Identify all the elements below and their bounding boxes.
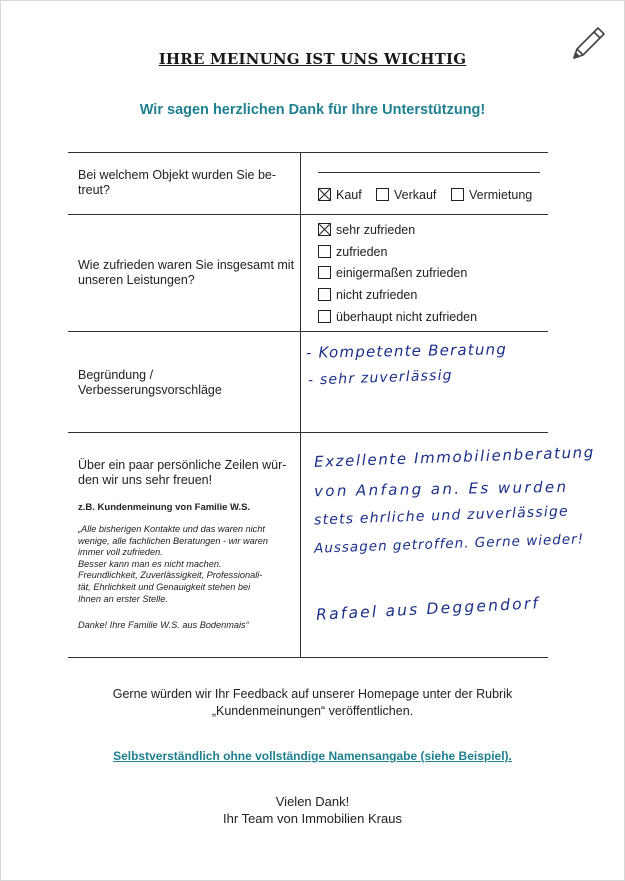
example-line: tät, Ehrlichkeit und Genauigkeit stehen bei [78, 581, 251, 592]
example-line: Freundlichkeit, Zuverlässigkeit, Professionali- [78, 570, 263, 581]
object-question-line2: treut? [78, 183, 110, 197]
object-question-line1: Bei welchem Objekt wurden Sie be- [78, 168, 277, 182]
table-line-bottom [68, 657, 548, 658]
footer-info-line2: „Kundenmeinungen“ veröffentlichen. [211, 704, 414, 718]
example-line: Ihnen an erster Stelle. [78, 593, 168, 604]
option-verkauf-label: Verkauf [394, 188, 437, 202]
reason-handwritten-line2[interactable]: - sehr zuverlässig [307, 367, 454, 389]
checkbox-verkauf[interactable] [376, 188, 389, 201]
object-question [78, 168, 276, 198]
option-nicht-zufrieden[interactable] [318, 288, 417, 302]
checkbox-vermietung[interactable] [451, 188, 464, 201]
option-ueberhaupt-nicht-zufrieden[interactable] [318, 310, 477, 324]
example-quote [78, 524, 298, 605]
checkbox-sehr-zufrieden[interactable] [318, 223, 331, 236]
personal-label-line1: Über ein paar persönliche Zeilen wür- [78, 458, 287, 472]
option-vermietung[interactable] [451, 188, 532, 202]
example-line: wenige, alle fachlichen Beratungen - wir waren [78, 535, 268, 546]
example-heading: z.B. Kundenmeinung von Familie W.S. [78, 502, 251, 513]
personal-handwritten-signature[interactable]: Rafael aus Deggendorf [315, 594, 541, 624]
checkbox-nicht-zufrieden[interactable] [318, 288, 331, 301]
checkbox-einigermassen-zufrieden[interactable] [318, 266, 331, 279]
footer-note: Selbstverständlich ohne vollständige Namensangabe (siehe Beispiel). [113, 749, 512, 763]
option-sehr-zufrieden[interactable] [318, 223, 415, 237]
footer-info [0, 686, 625, 720]
option-einigermassen-zufrieden-label: einigermaßen zufrieden [336, 266, 468, 280]
option-zufrieden[interactable] [318, 245, 387, 259]
object-answer-line[interactable] [318, 172, 540, 173]
footer-closing [0, 793, 625, 827]
example-signature: Danke! Ihre Familie W.S. aus Bodenmais“ [78, 620, 249, 630]
checkbox-ueberhaupt-nicht-zufrieden[interactable] [318, 310, 331, 323]
reason-label-line2: Verbesserungsvorschläge [78, 383, 222, 397]
option-einigermassen-zufrieden[interactable] [318, 266, 467, 280]
option-kauf[interactable] [318, 188, 362, 202]
personal-handwritten-line3[interactable]: stets ehrliche und zuverlässige [313, 503, 570, 529]
satisfaction-question-line1: Wie zufrieden waren Sie insgesamt mit [78, 258, 295, 272]
satisfaction-question-line2: unseren Leistungen? [78, 273, 195, 287]
reason-label-line1: Begründung / [78, 368, 154, 382]
footer-thanks: Vielen Dank! [275, 794, 350, 809]
option-vermietung-label: Vermietung [469, 188, 533, 202]
table-line-row3 [68, 432, 548, 433]
option-verkauf[interactable] [376, 188, 436, 202]
page-subtitle: Wir sagen herzlichen Dank für Ihre Unterstützung! [139, 102, 486, 118]
checkbox-kauf[interactable] [318, 188, 331, 201]
page-title: IHRE MEINUNG IST UNS WICHTIG [158, 50, 467, 68]
personal-handwritten-line4[interactable]: Aussagen getroffen. Gerne wieder! [313, 531, 585, 557]
option-kauf-label: Kauf [336, 188, 362, 202]
personal-label-line2: den wir uns sehr freuen! [78, 473, 213, 487]
personal-label [78, 458, 286, 488]
personal-handwritten-line1[interactable]: Exzellente Immobilienberatung [313, 443, 596, 471]
footer-info-line1: Gerne würden wir Ihr Feedback auf unserer Homepage unter der Rubrik [112, 687, 513, 701]
option-sehr-zufrieden-label: sehr zufrieden [336, 223, 416, 237]
reason-handwritten-line1[interactable]: - Kompetente Beratung [305, 340, 508, 362]
table-divider [300, 152, 301, 657]
personal-handwritten-line2[interactable]: von Anfang an. Es wurden [313, 477, 569, 501]
option-ueberhaupt-nicht-zufrieden-label: überhaupt nicht zufrieden [336, 310, 478, 324]
example-line: „Alle bisherigen Kontakte und das waren nicht [78, 524, 265, 534]
satisfaction-question [78, 258, 294, 288]
table-line-row2 [68, 331, 548, 332]
option-zufrieden-label: zufrieden [336, 245, 388, 259]
example-line: Besser kann man es nicht machen. [78, 558, 222, 569]
table-line-top [68, 152, 548, 153]
reason-label [78, 368, 222, 398]
option-nicht-zufrieden-label: nicht zufrieden [336, 288, 418, 302]
checkbox-zufrieden[interactable] [318, 245, 331, 258]
example-line: immer voll zufrieden. [78, 547, 163, 558]
table-line-row1 [68, 214, 548, 215]
footer-team: Ihr Team von Immobilien Kraus [223, 811, 402, 826]
